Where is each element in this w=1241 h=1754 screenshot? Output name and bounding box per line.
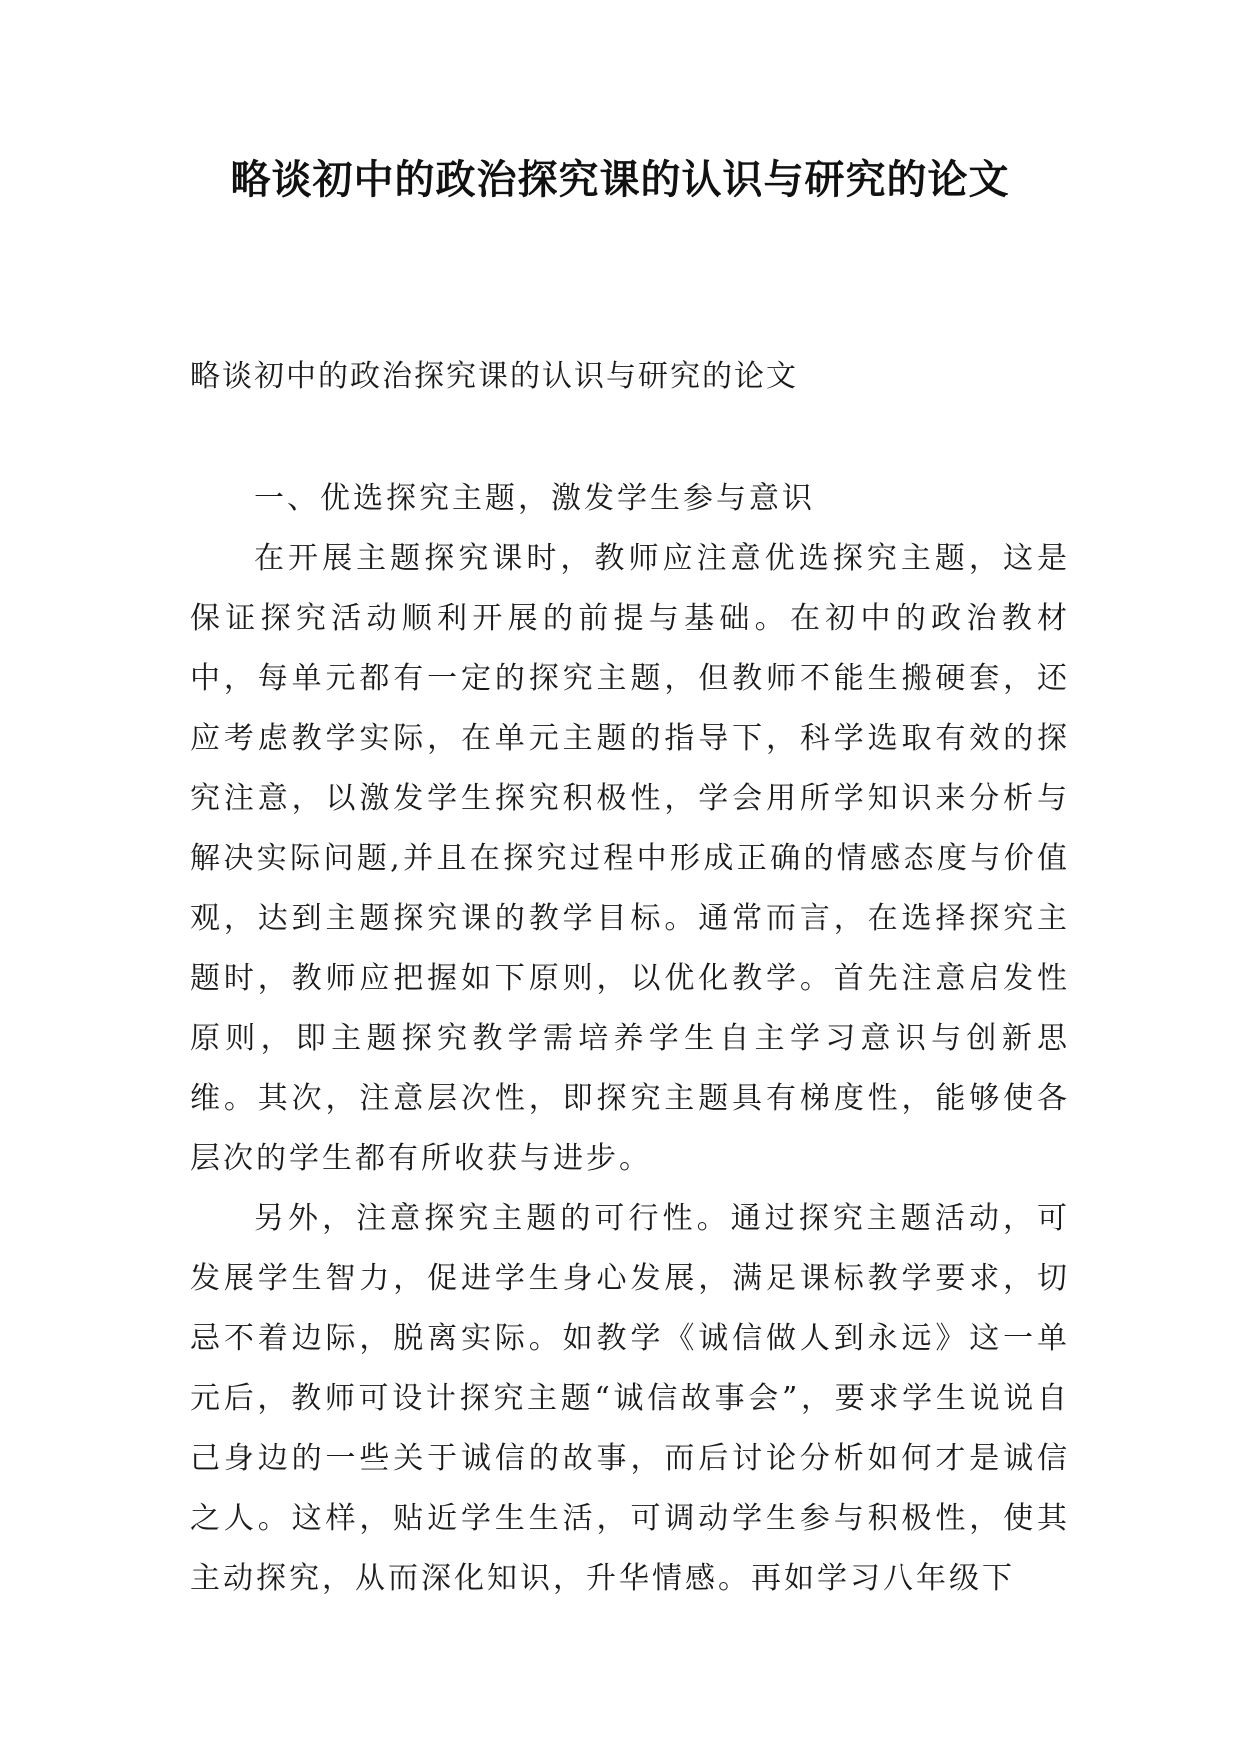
section-heading: 一、优选探究主题，激发学生参与意识 [254, 481, 815, 516]
document-subtitle: 略谈初中的政治探究课的认识与研究的论文 [190, 359, 798, 394]
body-paragraph-1: 在开展主题探究课时，教师应注意优选探究主题，这是保证探究活动顺利开展的前提与基础。在初中的政治教材中，每单元都有一定的探究主题，但教师不能生搬硬套，还应考虑教学实际，在单元主题的指导下，科学选取有效的探究注意，以激发学生探究积极性，学会用所学知识来分析与解决实际问题,并且在探究过程中形成正确的情感态度与价值观，达到主题探究课的教学目标。通常而言，在选择探究主题时，教师应把握如下原则，以优化教学。首先注意启发性原则，即主题探究教学需培养学生自主学习意识与创新思维。其次，注意层次性，即探究主题具有梯度性，能够使各层次的学生都有所收获与进步。 [190, 541, 1070, 1176]
document-title: 略谈初中的政治探究课的认识与研究的论文 [230, 157, 1010, 203]
body-paragraph-2: 另外，注意探究主题的可行性。通过探究主题活动，可发展学生智力，促进学生身心发展，满足课标教学要求，切忌不着边际，脱离实际。如教学《诚信做人到永远》这一单元后，教师可设计探究主题“诚信故事会”，要求学生说说自己身边的一些关于诚信的故事，而后讨论分析如何才是诚信之人。这样，贴近学生生活，可调动学生参与积极性，使其主动探究，从而深化知识，升华情感。再如学习八年级下 [190, 1201, 1070, 1596]
document-body [190, 469, 1070, 1609]
